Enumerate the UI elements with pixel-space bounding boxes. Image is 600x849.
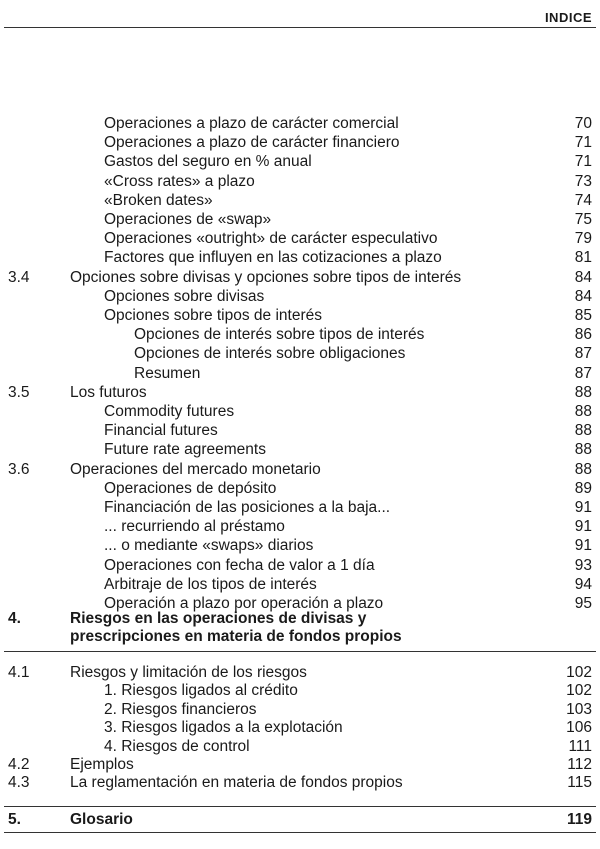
page-header-title: INDICE bbox=[544, 10, 592, 25]
chapter-rule bbox=[4, 806, 596, 807]
toc-entry-title: Gastos del seguro en % anual bbox=[104, 153, 312, 171]
toc-entry-number: 4. bbox=[8, 610, 21, 627]
toc-entry-title: Riesgos en las operaciones de divisas y bbox=[70, 610, 367, 627]
toc-entry-title: Opciones de interés sobre obligaciones bbox=[134, 345, 406, 363]
toc-entry-title: Operaciones de depósito bbox=[104, 479, 277, 497]
header-rule bbox=[4, 27, 596, 28]
toc-entry bbox=[0, 307, 600, 325]
toc-entry bbox=[0, 115, 600, 133]
toc-entry-title: «Cross rates» a plazo bbox=[104, 172, 255, 190]
toc-entry bbox=[0, 461, 600, 479]
toc-entry-page: 106 bbox=[566, 719, 592, 737]
toc-entry-number: 4.3 bbox=[8, 774, 30, 792]
toc-entry bbox=[0, 422, 600, 440]
toc-entry-page: 71 bbox=[574, 134, 592, 152]
toc-entry-page: 84 bbox=[574, 287, 592, 305]
toc-entry bbox=[0, 537, 600, 555]
toc-entry bbox=[0, 576, 600, 594]
toc-entry-title: Commodity futures bbox=[104, 403, 235, 420]
toc-entry-page: 73 bbox=[574, 172, 592, 190]
toc-entry bbox=[0, 153, 600, 171]
toc-entry-page: 87 bbox=[574, 364, 592, 382]
toc-entry-title: «Broken dates» bbox=[104, 191, 213, 209]
toc-entry-page: 112 bbox=[567, 756, 592, 773]
toc-entry-title: Opciones sobre divisas bbox=[104, 287, 265, 305]
toc-entry-title: Operaciones a plazo de carácter financiero bbox=[104, 134, 400, 152]
chapter-rule bbox=[4, 651, 596, 652]
toc-entry bbox=[0, 326, 600, 344]
toc-entry-page: 115 bbox=[567, 774, 592, 792]
toc-entry-title: La reglamentación en materia de fondos propios bbox=[70, 774, 403, 792]
toc-entry bbox=[0, 480, 600, 498]
toc-entry-title: Opciones sobre divisas y opciones sobre tipos de interés bbox=[70, 268, 462, 286]
toc-entry-title: Operaciones con fecha de valor a 1 día bbox=[104, 556, 375, 574]
toc-entry bbox=[0, 811, 600, 829]
toc-entry-number: 3.4 bbox=[8, 268, 30, 286]
toc-entry-page: 87 bbox=[574, 345, 592, 363]
toc-entry-title: Ejemplos bbox=[70, 756, 134, 773]
toc-entry-title: Operación a plazo por operación a plazo bbox=[104, 595, 384, 612]
toc-entry-title: prescripciones en materia de fondos propios bbox=[70, 628, 402, 645]
chapter-rule bbox=[4, 832, 596, 833]
toc-entry-page: 91 bbox=[574, 499, 592, 516]
toc-entry-page: 94 bbox=[574, 575, 592, 593]
toc-entry-title: Operaciones a plazo de carácter comercial bbox=[104, 115, 399, 132]
toc-entry-title: ... o mediante «swaps» diarios bbox=[104, 537, 314, 555]
toc-entry-number: 3.6 bbox=[8, 460, 30, 478]
toc-entry bbox=[0, 134, 600, 152]
toc-entry-page: 86 bbox=[574, 326, 592, 344]
toc-entry-page: 88 bbox=[574, 460, 592, 478]
toc-entry-page: 70 bbox=[574, 115, 592, 132]
toc-entry-title: Riesgos y limitación de los riesgos bbox=[70, 664, 307, 681]
toc-entry-page: 75 bbox=[574, 211, 592, 228]
toc-entry-number: 4.2 bbox=[8, 756, 30, 773]
toc-entry-title: Opciones sobre tipos de interés bbox=[104, 307, 322, 324]
toc-entry bbox=[0, 682, 600, 700]
toc-entry bbox=[0, 211, 600, 229]
toc-entry-title: Arbitraje de los tipos de interés bbox=[104, 575, 317, 593]
toc-entry bbox=[0, 269, 600, 287]
toc-entry-page: 111 bbox=[568, 737, 592, 755]
toc-entry-title: Future rate agreements bbox=[104, 441, 266, 459]
toc-entry-title: 3. Riesgos ligados a la explotación bbox=[104, 719, 343, 737]
toc-entry bbox=[0, 518, 600, 536]
toc-entry-page: 91 bbox=[574, 537, 592, 555]
toc-entry bbox=[0, 628, 600, 646]
toc-entry-page: 88 bbox=[574, 441, 592, 459]
toc-entry-page: 88 bbox=[574, 383, 592, 401]
toc-entry bbox=[0, 557, 600, 575]
toc-entry bbox=[0, 365, 600, 383]
toc-entry-title: Factores que influyen en las cotizaciones a plazo bbox=[104, 249, 442, 267]
toc-entry bbox=[0, 288, 600, 306]
toc-entry-page: 74 bbox=[574, 191, 592, 209]
toc-entry bbox=[0, 664, 600, 682]
toc-entry-title: 1. Riesgos ligados al crédito bbox=[104, 682, 298, 700]
toc-entry bbox=[0, 249, 600, 267]
toc-entry bbox=[0, 756, 600, 774]
toc-entry bbox=[0, 384, 600, 402]
toc-entry-page: 95 bbox=[574, 595, 592, 612]
toc-entry bbox=[0, 701, 600, 719]
toc-entry-title: Glosario bbox=[70, 811, 133, 828]
toc-entry-page: 91 bbox=[574, 518, 592, 536]
toc-entry-number: 3.5 bbox=[8, 383, 30, 401]
toc-entry-page: 102 bbox=[566, 682, 592, 700]
toc-entry-title: Los futuros bbox=[70, 383, 147, 401]
toc-entry-page: 71 bbox=[574, 153, 592, 171]
toc-entry-page: 89 bbox=[574, 479, 592, 497]
toc-entry-page: 119 bbox=[566, 811, 592, 828]
toc-entry-page: 79 bbox=[574, 230, 592, 248]
toc-entry bbox=[0, 738, 600, 756]
toc-entry-number: 4.1 bbox=[8, 664, 30, 681]
toc-entry bbox=[0, 230, 600, 248]
toc-entry bbox=[0, 403, 600, 421]
toc-entry bbox=[0, 173, 600, 191]
toc-entry bbox=[0, 499, 600, 517]
toc-entry-page: 84 bbox=[574, 268, 592, 286]
toc-entry-title: Resumen bbox=[134, 364, 201, 382]
toc-entry-page: 102 bbox=[566, 664, 592, 681]
toc-entry-title: Operaciones de «swap» bbox=[104, 211, 272, 228]
toc-entry-title: 4. Riesgos de control bbox=[104, 737, 250, 755]
toc-entry bbox=[0, 719, 600, 737]
toc-entry-page: 103 bbox=[566, 700, 592, 718]
toc-entry-title: 2. Riesgos financieros bbox=[104, 700, 257, 718]
toc-entry bbox=[0, 345, 600, 363]
toc-entry-title: Opciones de interés sobre tipos de interés bbox=[134, 326, 425, 344]
toc-entry-page: 85 bbox=[574, 307, 592, 324]
toc-entry bbox=[0, 441, 600, 459]
toc-entry-title: Financial futures bbox=[104, 422, 218, 440]
toc-entry-title: Financiación de las posiciones a la baja... bbox=[104, 499, 391, 516]
toc-entry bbox=[0, 192, 600, 210]
toc-entry bbox=[0, 610, 600, 628]
toc-entry-number: 5. bbox=[8, 811, 21, 828]
toc-entry-page: 81 bbox=[574, 249, 592, 267]
toc-entry-page: 88 bbox=[574, 422, 592, 440]
toc-entry-title: ... recurriendo al préstamo bbox=[104, 518, 285, 536]
toc-entry-title: Operaciones «outright» de carácter especulativo bbox=[104, 230, 438, 248]
toc-entry-title: Operaciones del mercado monetario bbox=[70, 460, 321, 478]
toc-entry-page: 88 bbox=[574, 403, 592, 420]
toc-entry-page: 93 bbox=[574, 556, 592, 574]
toc-entry bbox=[0, 774, 600, 792]
